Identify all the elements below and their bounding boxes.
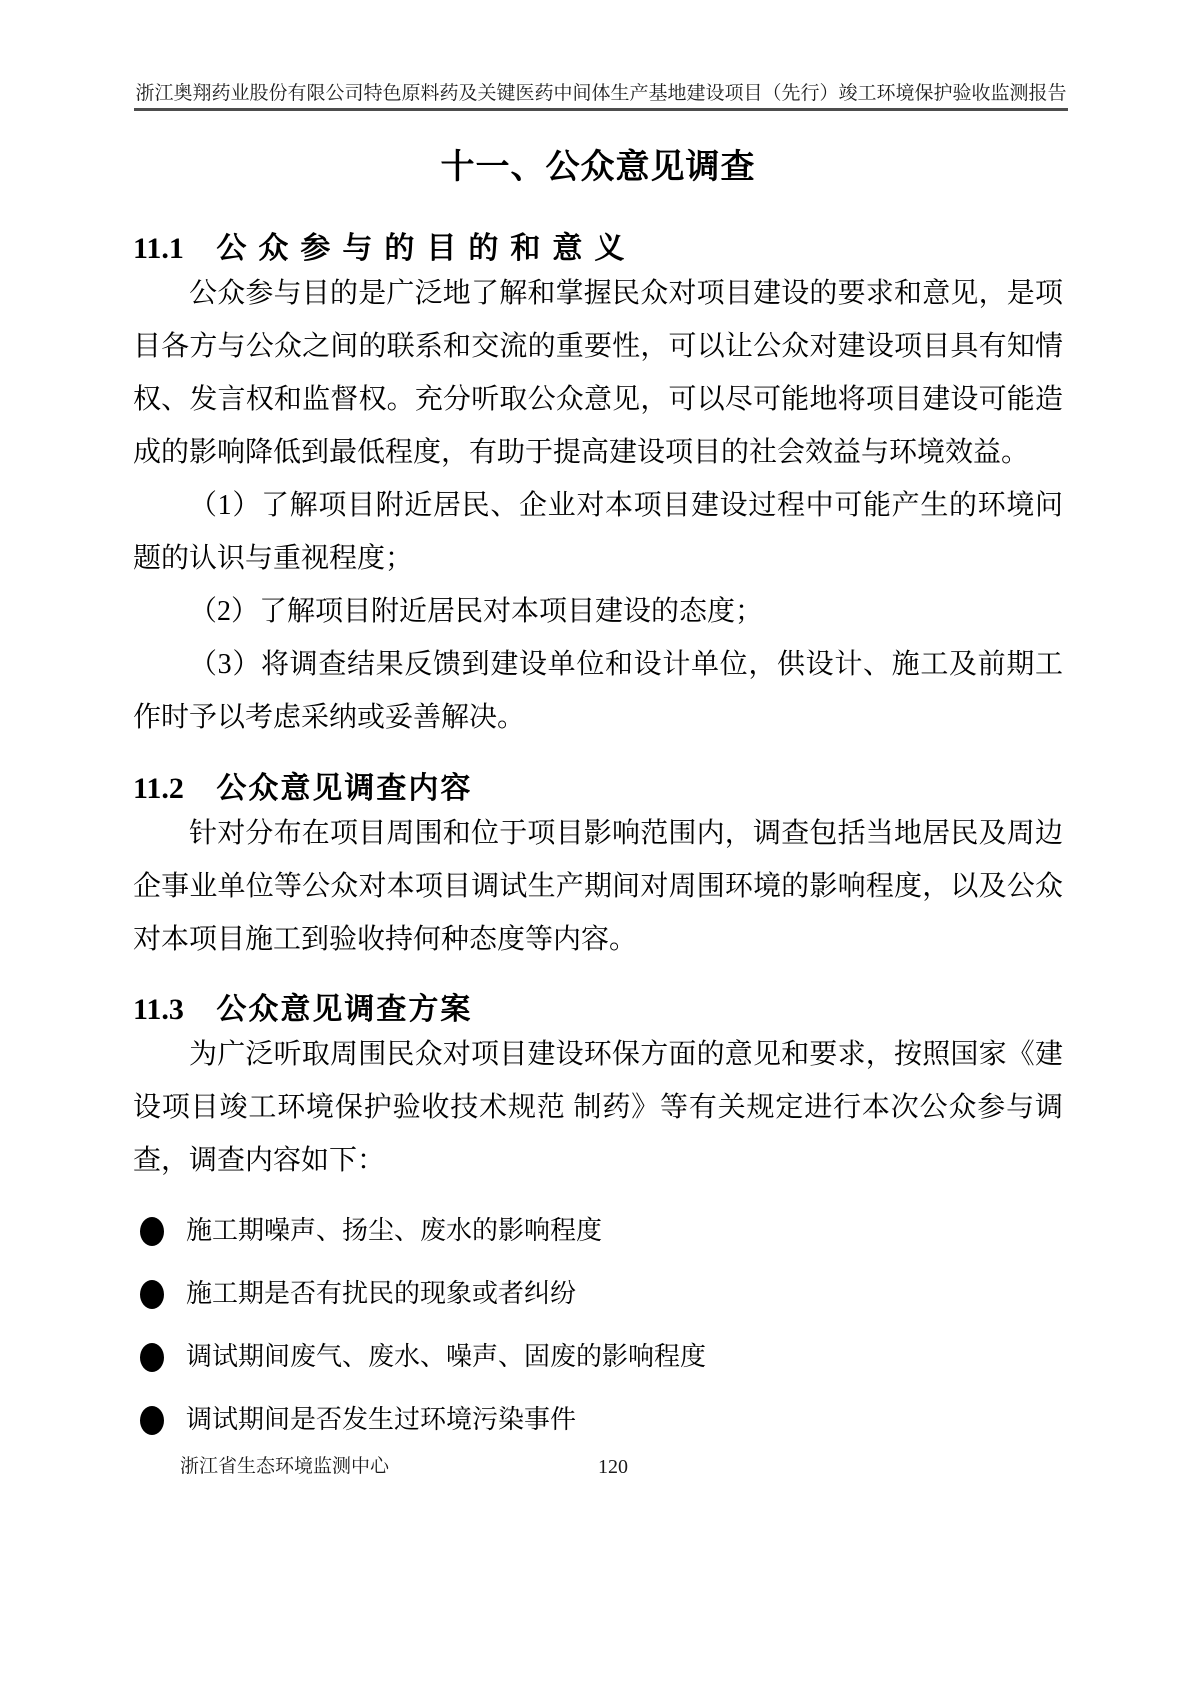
section-11-1 xyxy=(133,231,1063,744)
bullet-icon xyxy=(140,1280,164,1309)
section-heading-11-2 xyxy=(133,771,1063,807)
section-11-2 xyxy=(133,771,1063,966)
bullet-icon xyxy=(140,1343,164,1372)
section-title-text: 公众意见调查内容 xyxy=(216,772,473,805)
section-11-3 xyxy=(133,992,1063,1187)
section-number: 11.3 xyxy=(133,993,184,1026)
list-item xyxy=(133,1399,1063,1441)
page-footer xyxy=(133,1454,1063,1480)
paragraph: （3）将调查结果反馈到建设单位和设计单位，供设计、施工及前期工作时予以考虑采纳或妥善解决。 xyxy=(133,649,1063,733)
list-item-text: 调试期间废气、废水、噪声、固废的影响程度 xyxy=(186,1342,707,1371)
running-header: 浙江奥翔药业股份有限公司特色原料药及关键医药中间体生产基地建设项目（先行）竣工环境保护验收监测报告 xyxy=(135,83,1067,104)
list-item-text: 调试期间是否发生过环境污染事件 xyxy=(186,1405,577,1434)
list-item-text: 施工期噪声、扬尘、废水的影响程度 xyxy=(186,1216,603,1245)
survey-item-list xyxy=(133,1210,1063,1441)
list-item-text: 施工期是否有扰民的现象或者纠纷 xyxy=(186,1279,577,1308)
page-content xyxy=(133,0,1063,1480)
paragraph: 针对分布在项目周围和位于项目影响范围内，调查包括当地居民及周边企事业单位等公众对本项目调试生产期间对周围环境的影响程度，以及公众对本项目施工到验收持何种态度等内容。 xyxy=(133,818,1063,955)
footer-organization: 浙江省生态环境监测中心 xyxy=(180,1456,390,1477)
list-item xyxy=(133,1336,1063,1378)
section-heading-11-1 xyxy=(133,231,1063,267)
list-item xyxy=(133,1210,1063,1252)
page-number: 120 xyxy=(598,1456,628,1478)
section-title-text: 公众参与的目的和意义 xyxy=(216,232,637,265)
section-title-text: 公众意见调查方案 xyxy=(216,993,473,1026)
paragraph: 为广泛听取周围民众对项目建设环保方面的意见和要求，按照国家《建设项目竣工环境保护验收技术规范 制药》等有关规定进行本次公众参与调查，调查内容如下： xyxy=(133,1039,1063,1176)
section-heading-11-3 xyxy=(133,992,1063,1028)
paragraph: （1）了解项目附近居民、企业对本项目建设过程中可能产生的环境问题的认识与重视程度； xyxy=(133,490,1063,574)
paragraph: （2）了解项目附近居民对本项目建设的态度； xyxy=(189,596,764,627)
bullet-icon xyxy=(140,1406,164,1435)
chapter-title: 十一、公众意见调查 xyxy=(440,149,756,186)
paragraph: 公众参与目的是广泛地了解和掌握民众对项目建设的要求和意见，是项目各方与公众之间的联系和交流的重要性，可以让公众对建设项目具有知情权、发言权和监督权。充分听取公众意见，可以尽可能地将项目建设可能造成的影响降低到最低程度，有助于提高建设项目的社会效益与环境效益。 xyxy=(133,278,1063,468)
section-number: 11.2 xyxy=(133,772,184,805)
bullet-icon xyxy=(140,1217,164,1246)
section-number: 11.1 xyxy=(133,232,184,265)
list-item xyxy=(133,1273,1063,1315)
